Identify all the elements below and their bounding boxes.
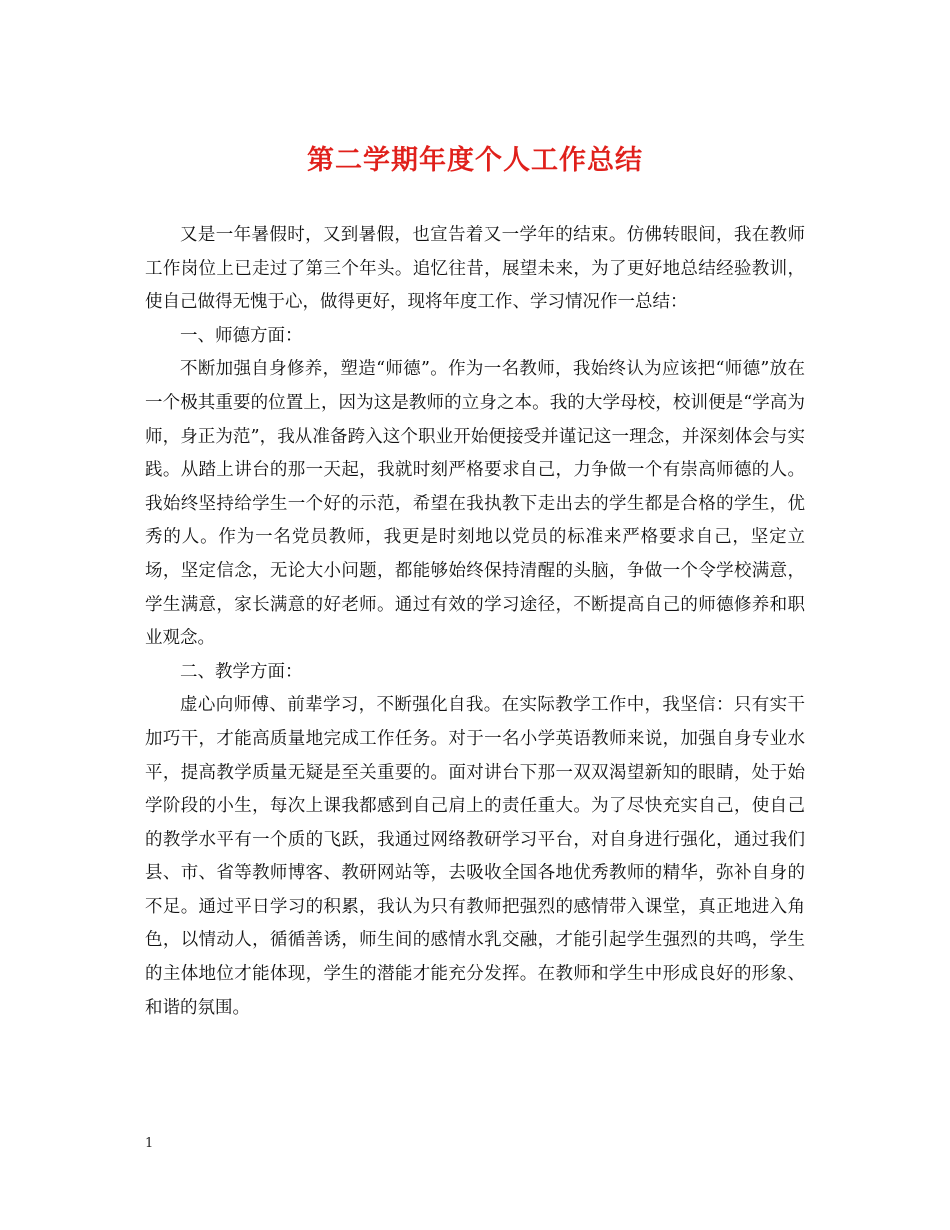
paragraph-ethics: 不断加强自身修养，塑造“师德”。作为一名教师，我始终认为应该把“师德”放在一个极其重要的位置上，因为这是教师的立身之本。我的大学母校，校训便是“学高为师，身正为范”，我从准备跨入这个职业开始便接受并谨记这一理念，并深刻体会与实践。从踏上讲台的那一天起，我就时刻严格要求自己，力争做一个有崇高师德的人。我始终坚持给学生一个好的示范，希望在我执教下走出去的学生都是合格的学生，优秀的人。作为一名党员教师，我更是时刻地以党员的标准来严格要求自己，坚定立场，坚定信念，无论大小问题，都能够始终保持清醒的头脑，争做一个令学校满意，学生满意，家长满意的好老师。通过有效的学习途径，不断提高自己的师德修养和职业观念。: [145, 359, 805, 649]
document-body: [145, 219, 805, 1025]
document-title: 第二学期年度个人工作总结: [307, 145, 643, 176]
page-number: 1: [145, 1136, 154, 1151]
section-heading-ethics: 一、师德方面：: [180, 325, 303, 346]
paragraph-teaching: 虚心向师傅、前辈学习，不断强化自我。在实际教学工作中，我坚信：只有实干加巧干，才能高质量地完成工作任务。对于一名小学英语教师来说，加强自身专业水平，提高教学质量无疑是至关重要的。面对讲台下那一双双渴望新知的眼睛，处于始学阶段的小生，每次上课我都感到自己肩上的责任重大。为了尽快充实自己，使自己的教学水平有一个质的飞跃，我通过网络教研学习平台，对自身进行强化，通过我们县、市、省等教师博客、教研网站等，去吸收全国各地优秀教师的精华，弥补自身的不足。通过平日学习的积累，我认为只有教师把强烈的感情带入课堂，真正地进入角色，以情动人，循循善诱，师生间的感情水乳交融，才能引起学生强烈的共鸣，学生的主体地位才能体现，学生的潜能才能充分发挥。在教师和学生中形成良好的形象、和谐的氛围。: [145, 695, 805, 1018]
paragraph-intro: 又是一年暑假时，又到暑假，也宣告着又一学年的结束。仿佛转眼间，我在教师工作岗位上已走过了第三个年头。追忆往昔，展望未来，为了更好地总结经验教训，使自己做得无愧于心，做得更好，现将年度工作、学习情况作一总结：: [145, 225, 805, 313]
section-heading-teaching: 二、教学方面：: [180, 661, 303, 682]
